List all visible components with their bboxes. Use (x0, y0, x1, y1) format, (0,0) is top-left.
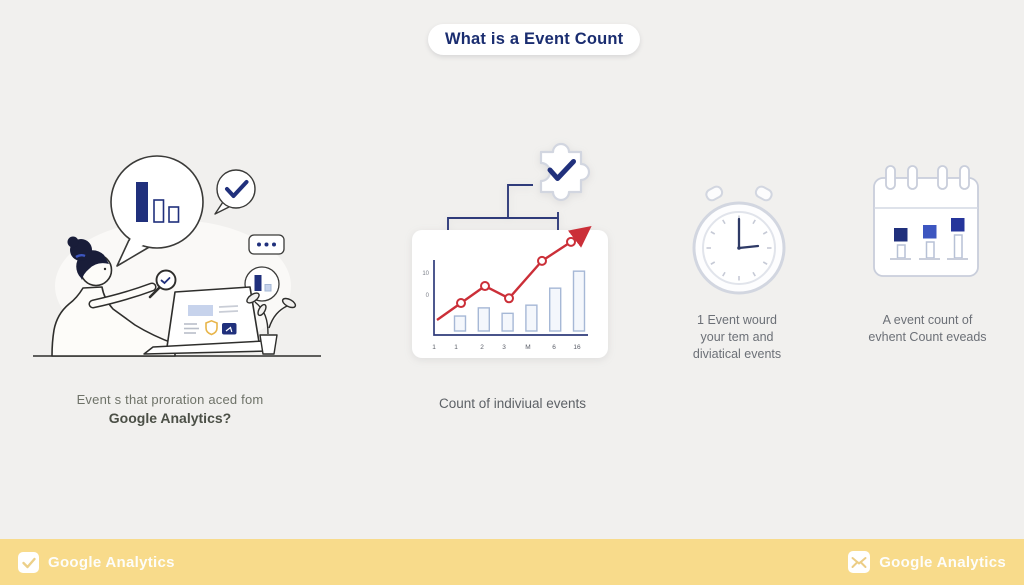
footer-left-brand-label: Google Analytics (48, 553, 175, 571)
page-title: What is a Event Count (445, 30, 624, 48)
svg-text:1: 1 (432, 344, 436, 351)
event-chart-illustration (395, 128, 625, 373)
stopwatch-caption: 1 Event wourd your tem and diviatical events (692, 313, 782, 361)
analyst-caption-line1: Event s that proration aced fom (76, 392, 264, 407)
footer-brand-right (848, 551, 1006, 573)
svg-text:6: 6 (552, 344, 556, 351)
footer-right-brand-label: Google Analytics (879, 553, 1006, 571)
y-tick-0: 0 (425, 293, 429, 299)
stopwatch-icon (682, 182, 797, 302)
shield-icon (206, 321, 217, 335)
puzzle-icon (541, 144, 589, 200)
y-tick-10: 10 (422, 271, 429, 277)
svg-text:3: 3 (502, 344, 506, 351)
calendar-icon (862, 158, 990, 286)
svg-text:M: M (525, 344, 531, 351)
dots-badge (249, 235, 284, 254)
footer-brand-left (18, 552, 175, 573)
analyst-caption-line2: Google Analytics? (108, 410, 232, 426)
svg-text:1: 1 (454, 344, 458, 351)
check-speech-bubble (215, 170, 255, 214)
calendar-caption: A event count of evhent Count eveads (868, 313, 987, 344)
screen-block (188, 305, 213, 316)
footer-right-mail-logo-icon (848, 551, 870, 573)
footer-left-check-logo-icon (18, 552, 39, 573)
footer-bar (0, 539, 1024, 585)
eye (104, 268, 106, 270)
event-chart-caption: Count of indiviual events (438, 396, 587, 411)
analyst-illustration (25, 138, 325, 363)
svg-text:16: 16 (573, 344, 581, 351)
title-pill (428, 24, 640, 55)
svg-text:2: 2 (480, 344, 484, 351)
analyst-caption (45, 392, 295, 426)
